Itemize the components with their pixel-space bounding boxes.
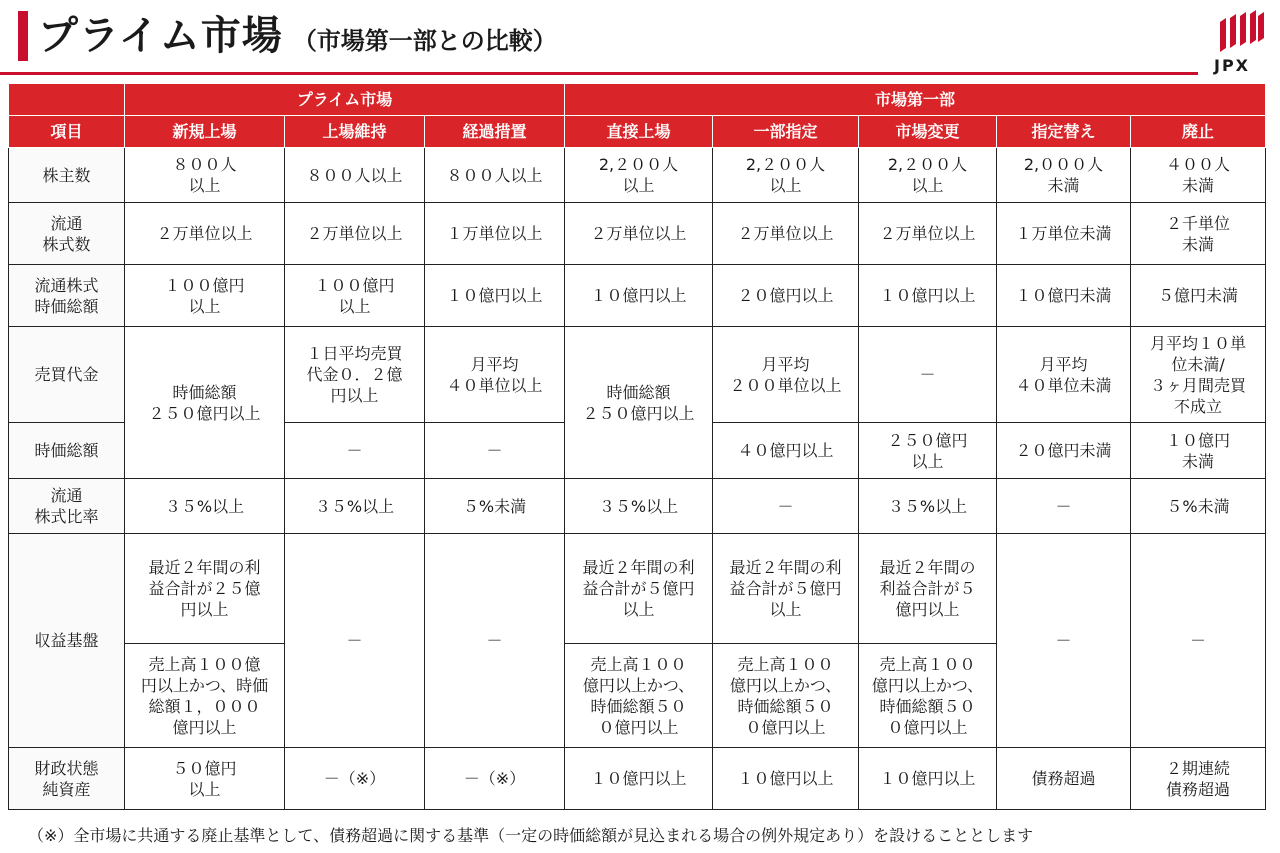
table-cell: －	[1131, 534, 1266, 748]
table-cell: 2,２００人 以上	[859, 148, 997, 203]
row-label-net-assets: 財政状態 純資産	[9, 748, 125, 810]
title-accent-bar	[18, 11, 28, 61]
table-cell: １万単位未満	[997, 203, 1131, 265]
table-cell: 売上高１００ 億円以上かつ、 時価総額５０ ０億円以上	[859, 644, 997, 748]
table-cell: 売上高１００億 円以上かつ、時価 総額１，０００ 億円以上	[125, 644, 285, 748]
row-label-earnings: 収益基盤	[9, 534, 125, 748]
table-cell: －（※）	[285, 748, 425, 810]
table-cell: ８００人以上	[285, 148, 425, 203]
table-cell: １０億円以上	[713, 748, 859, 810]
group-header-first: 市場第一部	[565, 84, 1266, 116]
page-title-main: プライム市場	[38, 13, 283, 59]
table-cell: １０億円以上	[859, 748, 997, 810]
page-title	[38, 8, 557, 64]
col-header-designate: 一部指定	[713, 116, 859, 148]
table-cell: １０億円以上	[859, 265, 997, 327]
table-cell: ３５%以上	[285, 479, 425, 534]
table-cell: １日平均売買 代金０．２億 円以上	[285, 327, 425, 423]
table-cell: ３５%以上	[125, 479, 285, 534]
table-row	[9, 748, 1266, 810]
footnote: （※）全市場に共通する廃止基準として、債務超過に関する基準（一定の時価総額が見込まれる場合の例外規定あり）を設けることとします	[28, 826, 1034, 845]
table-cell: ２万単位以上	[285, 203, 425, 265]
table-cell: 時価総額 ２５０億円以上	[565, 327, 713, 479]
table-cell: １０億円以上	[565, 265, 713, 327]
table-cell: 月平均 ４０単位未満	[997, 327, 1131, 423]
col-header-new-listing: 新規上場	[125, 116, 285, 148]
col-header-item: 項目	[9, 116, 125, 148]
table-cell: ８００人 以上	[125, 148, 285, 203]
group-header-prime: プライム市場	[125, 84, 565, 116]
table-cell: ２万単位以上	[125, 203, 285, 265]
table-cell: －	[997, 479, 1131, 534]
col-header-maintain: 上場維持	[285, 116, 425, 148]
table-cell: ２５０億円 以上	[859, 423, 997, 479]
table-cell: ８００人以上	[425, 148, 565, 203]
table-cell: １０億円 未満	[1131, 423, 1266, 479]
table-row	[9, 479, 1266, 534]
table-cell: 最近２年間の利 益合計が２５億 円以上	[125, 534, 285, 644]
table-cell: －	[285, 534, 425, 748]
row-label-tradable-mcap: 流通株式 時価総額	[9, 265, 125, 327]
table-cell: 時価総額 ２５０億円以上	[125, 327, 285, 479]
row-label-market-cap: 時価総額	[9, 423, 125, 479]
table-cell: １００億円 以上	[285, 265, 425, 327]
table-cell: ４００人 未満	[1131, 148, 1266, 203]
table-cell: －	[425, 423, 565, 479]
table-cell: ２０億円未満	[997, 423, 1131, 479]
table-cell: 2,０００人 未満	[997, 148, 1131, 203]
row-label-shareholders: 株主数	[9, 148, 125, 203]
header-corner	[9, 84, 125, 116]
table-cell: 2,２００人 以上	[713, 148, 859, 203]
table-cell: ２千単位 未満	[1131, 203, 1266, 265]
col-header-redesignate: 指定替え	[997, 116, 1131, 148]
col-header-transition: 経過措置	[425, 116, 565, 148]
table-cell: ２万単位以上	[713, 203, 859, 265]
table-cell: ２０億円以上	[713, 265, 859, 327]
table-cell: 月平均 ４０単位以上	[425, 327, 565, 423]
header-divider	[0, 72, 1198, 75]
table-row	[9, 534, 1266, 644]
page-title-sub: （市場第一部との比較）	[292, 27, 557, 55]
table-cell: －（※）	[425, 748, 565, 810]
table-cell: 月平均１０単 位未満/ ３ヶ月間売買 不成立	[1131, 327, 1266, 423]
table-cell: １０億円以上	[565, 748, 713, 810]
row-label-tradable-shares: 流通 株式数	[9, 203, 125, 265]
table-cell: ５０億円 以上	[125, 748, 285, 810]
table-cell: ２期連続 債務超過	[1131, 748, 1266, 810]
table-row	[9, 203, 1266, 265]
col-header-delist: 廃止	[1131, 116, 1266, 148]
table-cell: －	[859, 327, 997, 423]
table-row	[9, 327, 1266, 423]
table-cell: 最近２年間の利 益合計が５億円 以上	[713, 534, 859, 644]
row-label-trading-value: 売買代金	[9, 327, 125, 423]
table-cell: 売上高１００ 億円以上かつ、 時価総額５０ ０億円以上	[713, 644, 859, 748]
table-cell: －	[713, 479, 859, 534]
table-cell: －	[425, 534, 565, 748]
table-cell: １００億円 以上	[125, 265, 285, 327]
table-cell: 債務超過	[997, 748, 1131, 810]
col-header-market-change: 市場変更	[859, 116, 997, 148]
table-cell: 売上高１００ 億円以上かつ、 時価総額５０ ０億円以上	[565, 644, 713, 748]
table-cell: 月平均 ２００単位以上	[713, 327, 859, 423]
comparison-table	[8, 83, 1266, 810]
col-header-direct-listing: 直接上場	[565, 116, 713, 148]
table-cell: －	[285, 423, 425, 479]
table-cell: ２万単位以上	[565, 203, 713, 265]
table-cell: ３５%以上	[565, 479, 713, 534]
table-cell: ５億円未満	[1131, 265, 1266, 327]
table-row	[9, 265, 1266, 327]
table-cell: １万単位以上	[425, 203, 565, 265]
table-cell: ３５%以上	[859, 479, 997, 534]
table-cell: 最近２年間の 利益合計が５ 億円以上	[859, 534, 997, 644]
table-cell: ５%未満	[1131, 479, 1266, 534]
table-cell: ５%未満	[425, 479, 565, 534]
table-row	[9, 148, 1266, 203]
table-cell: 2,２００人 以上	[565, 148, 713, 203]
table-cell: ２万単位以上	[859, 203, 997, 265]
row-label-float-ratio: 流通 株式比率	[9, 479, 125, 534]
table-cell: ４０億円以上	[713, 423, 859, 479]
table-cell: 最近２年間の利 益合計が５億円 以上	[565, 534, 713, 644]
table-cell: １０億円以上	[425, 265, 565, 327]
jpx-logo-text: JPX	[1214, 56, 1251, 75]
table-cell: －	[997, 534, 1131, 748]
table-cell: １０億円未満	[997, 265, 1131, 327]
